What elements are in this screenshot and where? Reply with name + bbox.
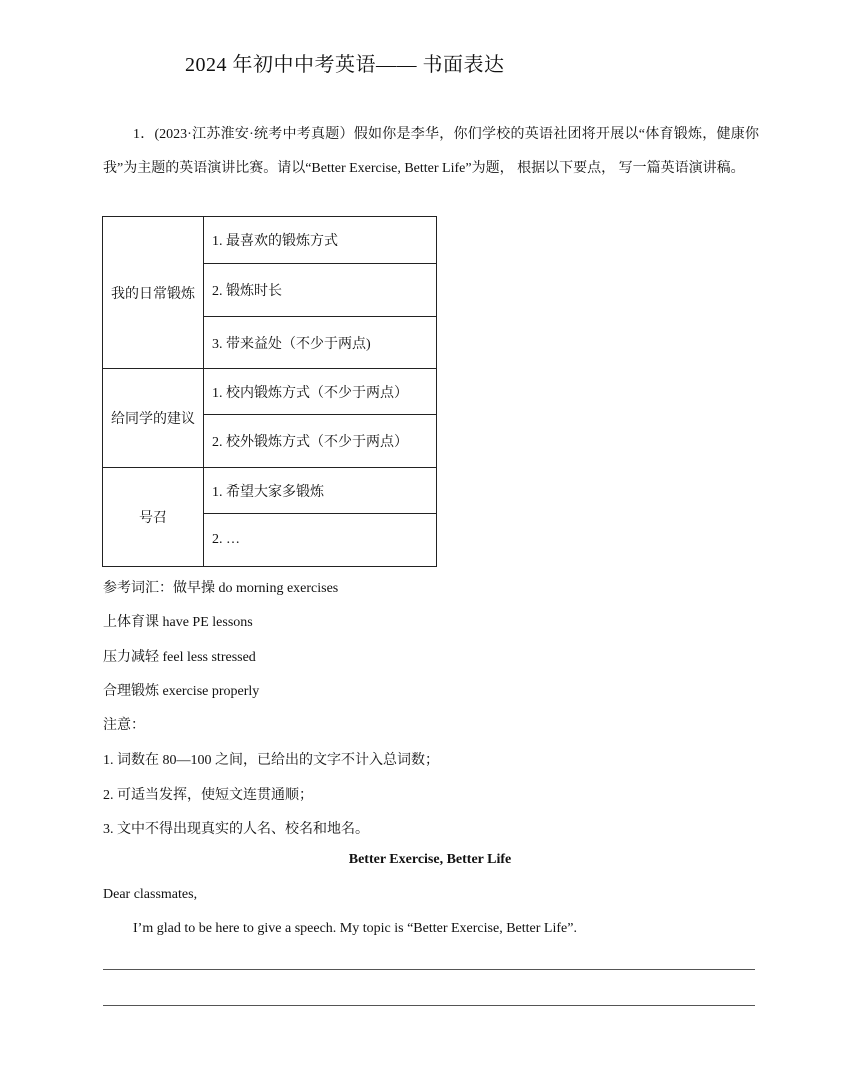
outline-category: 我的日常锻炼 — [103, 217, 204, 369]
vocab-line: 上体育课 have PE lessons — [103, 615, 253, 630]
writing-line — [103, 1005, 755, 1006]
question-prompt — [103, 118, 759, 186]
outline-table — [102, 216, 437, 567]
notes-label: 注意： — [103, 718, 145, 733]
outline-item: 1. 希望大家多锻炼 — [204, 468, 437, 514]
page-title: 2024 年初中中考英语—— 书面表达 — [185, 54, 505, 76]
outline-category: 给同学的建议 — [103, 369, 204, 468]
outline-category: 号召 — [103, 468, 204, 567]
outline-item: 2. 校外锻炼方式（不少于两点） — [204, 415, 437, 468]
outline-item: 2. … — [204, 514, 437, 567]
note-item: 2. 可适当发挥，使短文连贯通顺； — [103, 788, 313, 803]
writing-line — [103, 969, 755, 970]
note-item: 1. 词数在 80—100 之间，已给出的文字不计入总词数； — [103, 753, 439, 768]
note-item: 3. 文中不得出现真实的人名、校名和地名。 — [103, 822, 369, 837]
vocab-line: 参考词汇：做早操 do morning exercises — [103, 581, 339, 596]
essay-title: Better Exercise, Better Life — [348, 852, 512, 867]
outline-item: 2. 锻炼时长 — [204, 264, 437, 317]
outline-item: 3. 带来益处（不少于两点) — [204, 317, 437, 369]
outline-item: 1. 最喜欢的锻炼方式 — [204, 217, 437, 264]
vocab-line: 合理锻炼 exercise properly — [103, 684, 260, 699]
essay-greeting: Dear classmates, — [103, 887, 198, 902]
question-text: 1．(2023·江苏淮安·统考中考真题）假如你是李华，你们学校的英语社团将开展以“体育锻炼，健康你我”为主题的英语演讲比赛。请以“Better Exercise, Better Life”为题， 根据以下要点， 写一篇英语演讲稿。 — [103, 127, 759, 176]
vocab-line: 压力减轻 feel less stressed — [103, 650, 256, 665]
outline-item: 1. 校内锻炼方式（不少于两点） — [204, 369, 437, 415]
essay-opening: I’m glad to be here to give a speech. My topic is “Better Exercise, Better Life”. — [133, 921, 577, 936]
